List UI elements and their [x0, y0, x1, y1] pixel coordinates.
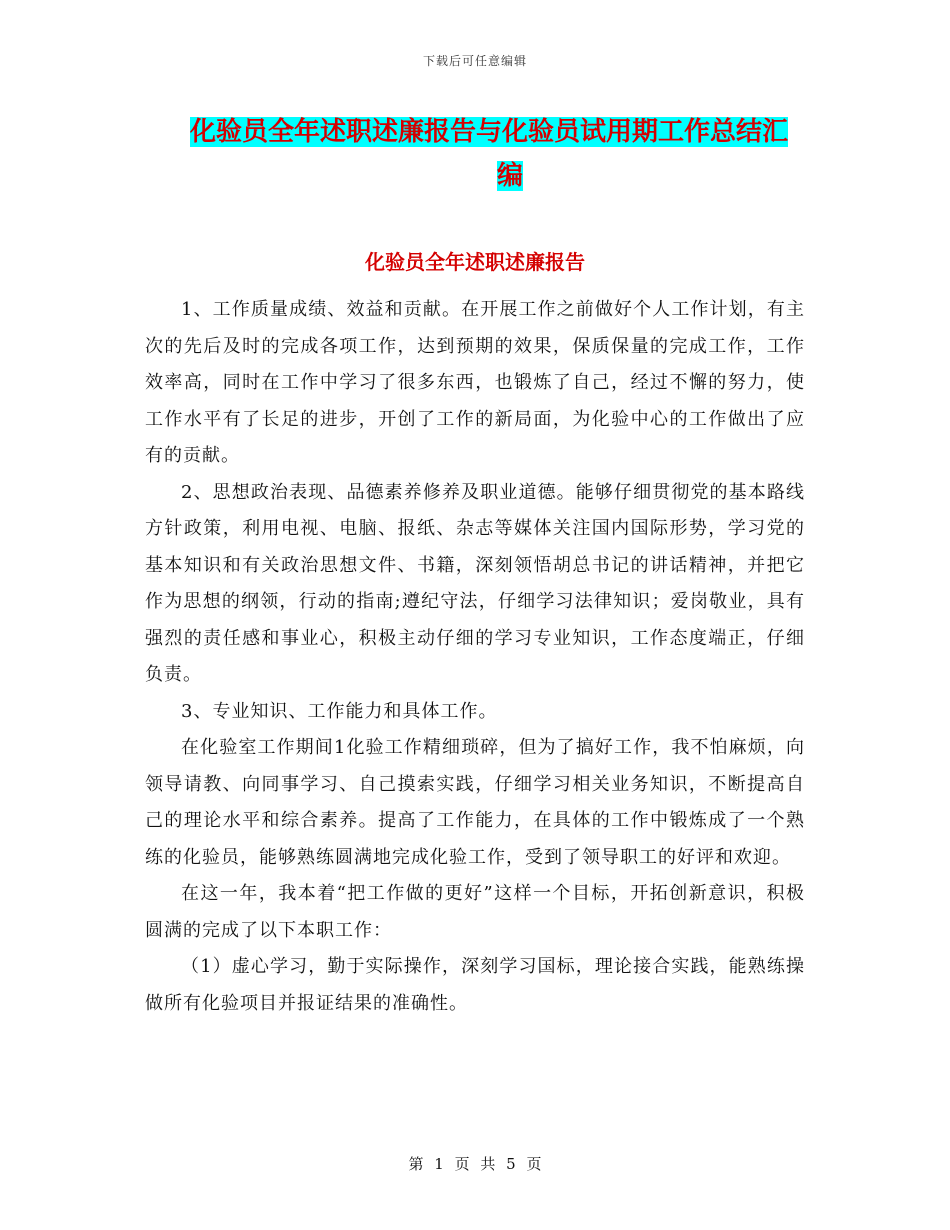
document-body: [145, 292, 805, 1022]
header-note: 下载后可任意编辑: [422, 54, 527, 68]
document-title-line-1: [190, 110, 810, 154]
paragraph-2: 2、思想政治表现、品德素养修养及职业道德。能够仔细贯彻党的基本路线方针政策，利用电视、电脑、报纸、杂志等媒体关注国内国际形势，学习党的基本知识和有关政治思想文件、书籍，深刻领悟胡总书记的讲话精神，并把它作为思想的纲领，行动的指南;遵纪守法，仔细学习法律知识；爱岗敬业，具有强烈的责任感和事业心，积极主动仔细的学习专业知识，工作态度端正，仔细负责。: [145, 481, 805, 685]
document-title: [190, 110, 810, 198]
paragraph-4: 在化验室工作期间1化验工作精细琐碎，但为了搞好工作，我不怕麻烦，向领导请教、向同事学习、自己摸索实践，仔细学习相关业务知识，不断提高自己的理论水平和综合素养。提高了工作能力，在具体的工作中锻炼成了一个熟练的化验员，能够熟练圆满地完成化验工作，受到了领导职工的好评和欢迎。: [145, 737, 805, 868]
document-title-line-2: [190, 154, 810, 198]
paragraph-3: 3、专业知识、工作能力和具体工作。: [181, 700, 498, 722]
paragraph-6: （1）虚心学习，勤于实际操作，深刻学习国标，理论接合实践，能熟练操做所有化验项目并报证结果的准确性。: [145, 956, 805, 1014]
document-title-text-1: 化验员全年述职述廉报告与化验员试用期工作总结汇: [190, 117, 789, 147]
paragraph-5: 在这一年，我本着“把工作做的更好”这样一个目标，开拓创新意识，积极圆满的完成了以下本职工作：: [145, 883, 805, 941]
page-footer: 第 1 页 共 5 页: [408, 1155, 542, 1173]
section-title: 化验员全年述职述廉报告: [365, 250, 585, 274]
document-title-text-2: 编: [496, 161, 523, 191]
paragraph-1: 1、工作质量成绩、效益和贡献。在开展工作之前做好个人工作计划，有主次的先后及时的完成各项工作，达到预期的效果，保质保量的完成工作，工作效率高，同时在工作中学习了很多东西，也锻炼了自己，经过不懈的努力，使工作水平有了长足的进步，开创了工作的新局面，为化验中心的工作做出了应有的贡献。: [145, 299, 805, 466]
